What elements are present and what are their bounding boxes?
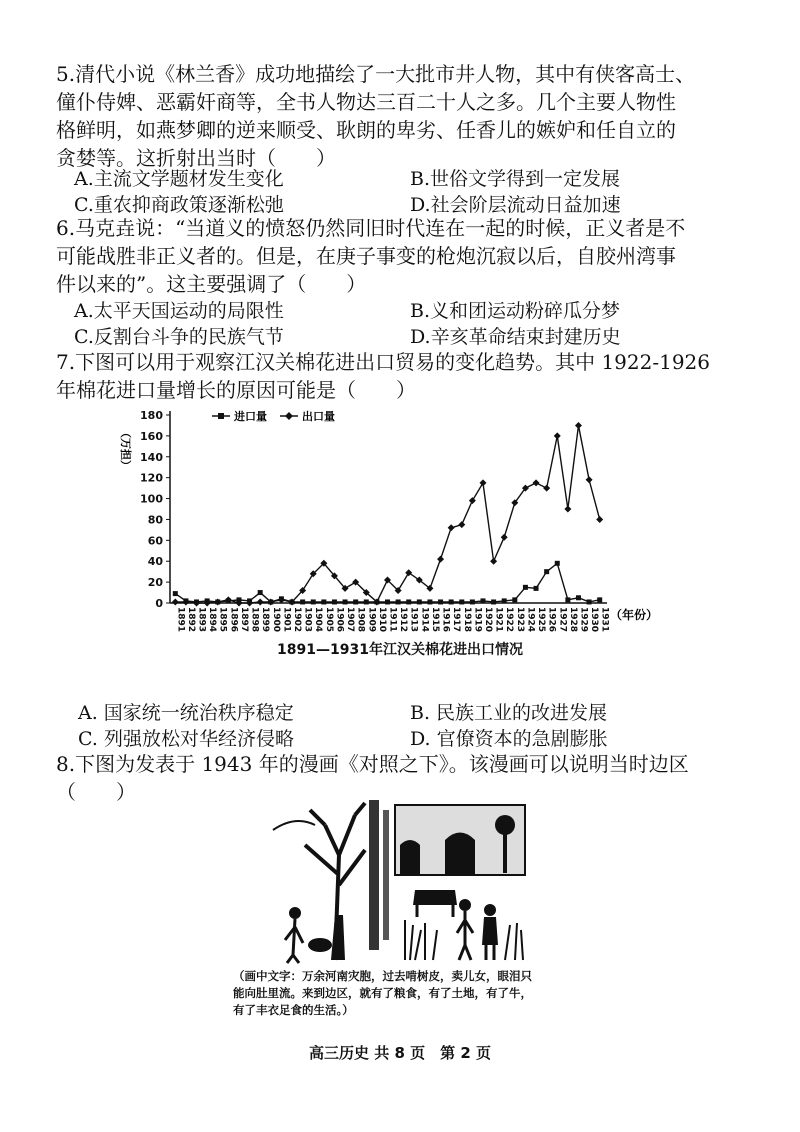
import-point [470,599,475,604]
q5-line-1: 5.清代小说《林兰香》成功地描绘了一大批市井人物，其中有侠客高士、 [56,62,696,86]
y-tick-label: 40 [147,555,163,569]
q6-option-a: A.太平天国运动的局限性 [74,300,284,322]
chart-axes [170,411,607,603]
x-tick-label: 1915 [429,607,440,633]
chart-legend [212,409,335,423]
q5-option-a: A.主流文学题材发生变化 [74,168,284,190]
x-tick-label: 1901 [281,607,292,633]
chart-series [172,422,603,607]
cartoon-illustration [265,795,530,965]
y-tick-label: 100 [140,492,163,506]
q5-option-d: D.社会阶层流动日益加速 [410,194,621,216]
cartoon-text-strip [369,800,389,950]
import-point [449,599,454,604]
q7-option-b: B. 民族工业的改进发展 [410,702,608,724]
import-point [258,590,263,595]
import-point [597,597,602,602]
x-tick-label: 1913 [408,607,419,633]
y-tick-label: 60 [147,534,163,548]
x-tick-label: 1925 [536,607,547,633]
import-point [385,599,390,604]
question-6 [56,214,756,298]
x-tick-label: 1930 [589,607,600,633]
y-tick-label: 20 [147,576,163,590]
export-point [469,497,476,504]
x-tick-label: 1903 [302,607,313,633]
q7-option-d: D. 官僚资本的急剧膨胀 [410,728,608,750]
legend-import-label: 进口量 [234,410,267,423]
export-point [533,479,540,486]
q7-option-a: A. 国家统一统治秩序稳定 [78,702,294,724]
x-tick-label: 1917 [451,607,462,633]
chart-y-label: （万担） [119,427,132,471]
cartoon-caption [233,968,563,1019]
x-tick-label: 1910 [376,607,387,633]
q5-line-4: 贪婪等。这折射出当时（ ） [56,146,336,170]
import-point [427,599,432,604]
y-tick-label: 0 [155,597,163,610]
question-5 [56,60,756,172]
export-point [575,422,582,429]
x-tick-label: 1920 [482,607,493,633]
y-tick-label: 140 [140,450,163,464]
q5-line-2: 僮仆侍婢、恶霸奸商等，全书人物达三百二十人之多。几个主要人物性 [56,90,676,114]
q6-line-2: 可能战胜非正义者的。但是，在庚子事变的枪炮沉寂以后，自胶州湾事 [56,244,676,268]
x-tick-label: 1902 [292,607,303,633]
import-point [459,599,464,604]
chart-y-ticks [140,409,170,610]
question-7 [56,348,756,404]
import-point [502,598,507,603]
q7-option-c: C. 列强放松对华经济侵略 [78,728,294,750]
chart-title: 1891—1931年江汉关棉花进出口情况 [277,642,523,658]
q6-option-b: B.义和团运动粉碎瓜分梦 [410,300,621,322]
x-tick-label: 1918 [461,607,472,633]
import-point [364,599,369,604]
q8-line-2: （ ） [56,780,136,804]
x-tick-label: 1912 [398,607,409,633]
x-tick-label: 1924 [525,607,536,633]
x-tick-label: 1904 [313,607,324,633]
import-point [512,597,517,602]
y-tick-label: 80 [147,513,163,527]
export-point [596,516,603,523]
y-tick-label: 180 [140,409,163,422]
import-point [534,586,539,591]
import-point [343,599,348,604]
x-tick-label: 1911 [387,607,398,633]
import-point [576,595,581,600]
export-point [554,432,561,439]
x-tick-label: 1926 [546,607,557,633]
x-tick-label: 1929 [578,607,589,633]
import-point [311,599,316,604]
x-tick-label: 1892 [185,607,196,633]
import-point [321,599,326,604]
import-point [300,599,305,604]
import-point [523,585,528,590]
import-point [396,599,401,604]
x-tick-label: 1899 [260,607,271,633]
export-point [172,598,179,605]
q5-option-b: B.世俗文学得到一定发展 [410,168,621,190]
x-tick-label: 1893 [196,607,207,633]
x-tick-label: 1896 [228,607,239,633]
export-point [586,476,593,483]
x-tick-label: 1931 [599,607,610,633]
import-point [173,591,178,596]
x-tick-label: 1927 [557,607,568,633]
x-tick-label: 1894 [207,607,218,633]
q7-line-1: 7.下图可以用于观察江汉关棉花进出口贸易的变化趋势。其中 1922-1926 [56,350,710,374]
import-point [544,569,549,574]
x-tick-label: 1906 [334,607,345,633]
cartoon-caption-line-1: （画中文字：万余河南灾胞，过去啃树皮，卖儿女，眼泪只 [233,969,532,983]
x-tick-label: 1919 [472,607,483,633]
x-tick-label: 1897 [238,607,249,633]
x-tick-label: 1928 [567,607,578,633]
import-point [406,599,411,604]
import-point [555,561,560,566]
export-point [458,521,465,528]
legend-export-marker [285,412,293,420]
q7-line-2: 年棉花进口量增长的原因可能是（ ） [56,378,416,402]
x-tick-label: 1908 [355,607,366,633]
cartoon-caption-line-2: 能向肚里流。来到边区，就有了粮食，有了土地，有了牛， [233,986,532,1000]
cotton-trade-chart [100,405,660,637]
q5-line-3: 格鲜明，如燕梦卿的逆来顺受、耿朗的卑劣、任香儿的嫉妒和任自立的 [56,118,676,142]
q6-line-1: 6.马克垚说：“当道义的愤怒仍然同旧时代连在一起的时候，正义者是不 [56,216,686,240]
chart-x-ticks [175,607,609,632]
import-point [565,597,570,602]
cartoon-caption-line-3: 有了丰衣足食的生活。） [233,1003,354,1017]
legend-export-label: 出口量 [302,410,335,423]
export-point [479,479,486,486]
chart-x-label: （年份） [610,608,659,622]
x-tick-label: 1891 [175,607,186,633]
export-series-line [175,425,599,603]
import-point [491,599,496,604]
export-point [490,558,497,565]
x-tick-label: 1922 [504,607,515,633]
export-point [564,506,571,513]
x-tick-label: 1905 [323,607,334,633]
page-footer: 高三历史 共 8 页 第 2 页 [309,1044,491,1062]
x-tick-label: 1895 [217,607,228,633]
export-point [437,556,444,563]
x-tick-label: 1914 [419,607,430,633]
import-point [480,598,485,603]
export-point [543,485,550,492]
legend-import-marker [218,413,224,419]
import-point [417,599,422,604]
y-tick-label: 160 [140,429,163,443]
export-point [257,598,264,605]
q6-line-3: 件以来的”。这主要强调了（ ） [56,272,367,296]
x-tick-label: 1921 [493,607,504,633]
x-tick-label: 1898 [249,607,260,633]
x-tick-label: 1907 [345,607,356,633]
x-tick-label: 1909 [366,607,377,633]
y-tick-label: 120 [140,471,163,485]
q6-option-c: C.反割台斗争的民族气节 [74,326,284,348]
q5-option-c: C.重农抑商政策逐渐松弛 [74,194,284,216]
export-point [501,534,508,541]
q6-option-d: D.辛亥革命结束封建历史 [410,326,621,348]
x-tick-label: 1916 [440,607,451,633]
export-point [448,524,455,531]
x-tick-label: 1923 [514,607,525,633]
x-tick-label: 1900 [270,607,281,633]
q8-line-1: 8.下图为发表于 1943 年的漫画《对照之下》。该漫画可以说明当时边区 [56,752,689,776]
import-point [332,599,337,604]
import-point [587,599,592,604]
import-point [353,599,358,604]
import-point [438,599,443,604]
